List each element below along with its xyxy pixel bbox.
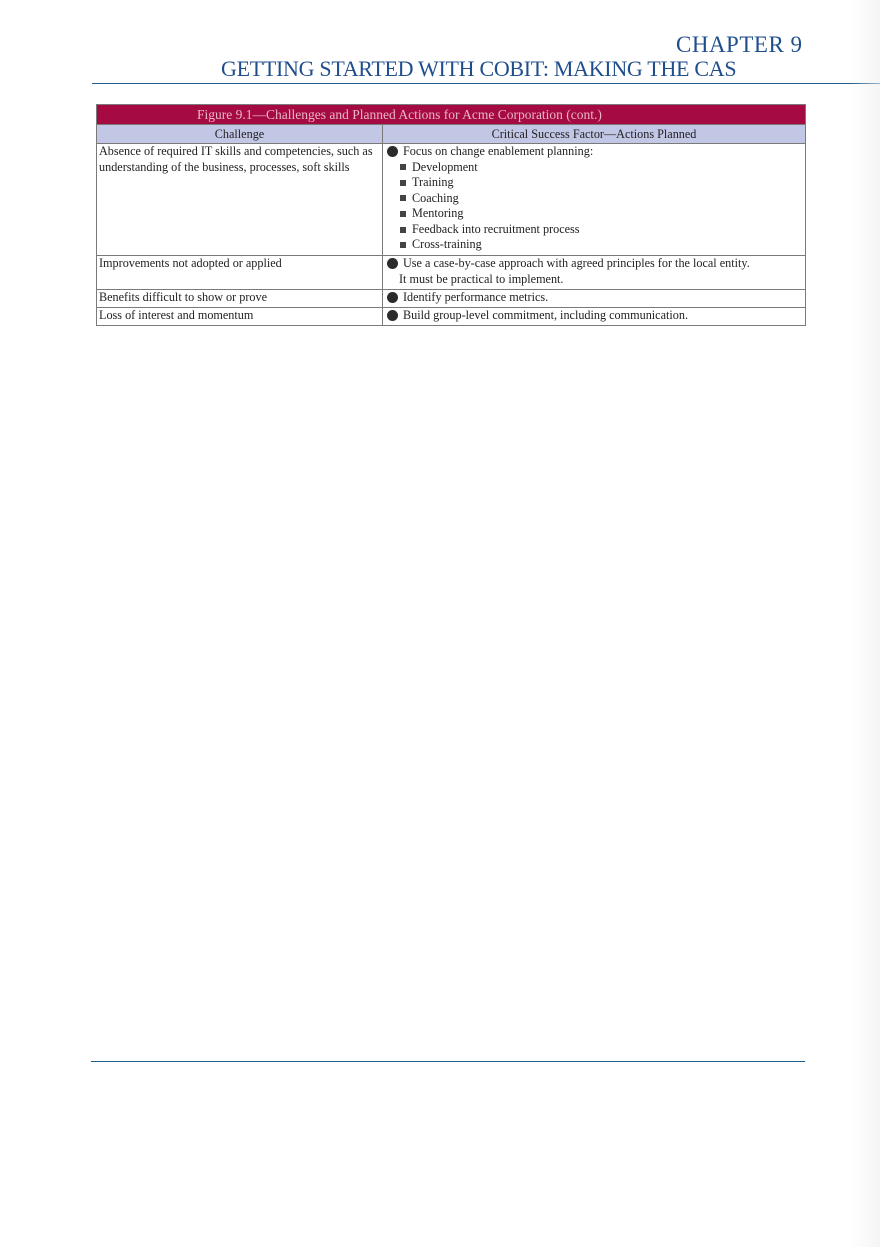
page-edge-shadow	[850, 0, 880, 1247]
bullet-icon	[387, 146, 398, 157]
action-text-continued: It must be practical to implement.	[399, 271, 564, 286]
action-cell	[383, 256, 806, 290]
bullet-icon	[387, 292, 398, 303]
figure-table	[96, 104, 806, 326]
sub-item-list	[385, 160, 803, 254]
action-text: Use a case-by-case approach with agreed principles for the local entity.	[403, 256, 750, 270]
action-cell	[383, 308, 806, 326]
column-header-actions: Critical Success Factor—Actions Planned	[383, 125, 806, 144]
list-item: Cross-training	[400, 237, 803, 253]
square-bullet-icon	[400, 211, 406, 217]
header-rule	[92, 83, 880, 84]
challenge-cell: Improvements not adopted or applied	[97, 256, 383, 290]
table-row	[97, 144, 806, 256]
table-row	[97, 308, 806, 326]
square-bullet-icon	[400, 180, 406, 186]
list-item: Development	[400, 160, 803, 176]
table-row	[97, 256, 806, 290]
bullet-icon	[387, 258, 398, 269]
footer-rule	[91, 1061, 805, 1062]
action-cell	[383, 290, 806, 308]
column-header-challenge: Challenge	[97, 125, 383, 144]
square-bullet-icon	[400, 227, 406, 233]
list-item: Mentoring	[400, 206, 803, 222]
challenge-cell: Loss of interest and momentum	[97, 308, 383, 326]
list-item: Coaching	[400, 191, 803, 207]
square-bullet-icon	[400, 195, 406, 201]
chapter-number: CHAPTER 9	[676, 32, 803, 57]
action-text: Identify performance metrics.	[403, 290, 549, 304]
figure-caption: Figure 9.1—Challenges and Planned Actions for Acme Corporation (cont.)	[97, 105, 806, 125]
action-text: Build group-level commitment, including communication.	[403, 308, 689, 322]
challenge-cell: Benefits difficult to show or prove	[97, 290, 383, 308]
chapter-title: GETTING STARTED WITH COBIT: MAKING THE CAS	[221, 56, 737, 81]
list-item: Training	[400, 175, 803, 191]
square-bullet-icon	[400, 164, 406, 170]
bullet-icon	[387, 310, 398, 321]
action-text: Focus on change enablement planning:	[403, 144, 594, 158]
action-cell	[383, 144, 806, 256]
challenge-cell: Absence of required IT skills and competencies, such as understanding of the business, processes, soft skills	[97, 144, 383, 256]
table-row	[97, 290, 806, 308]
list-item: Feedback into recruitment process	[400, 222, 803, 238]
square-bullet-icon	[400, 242, 406, 248]
